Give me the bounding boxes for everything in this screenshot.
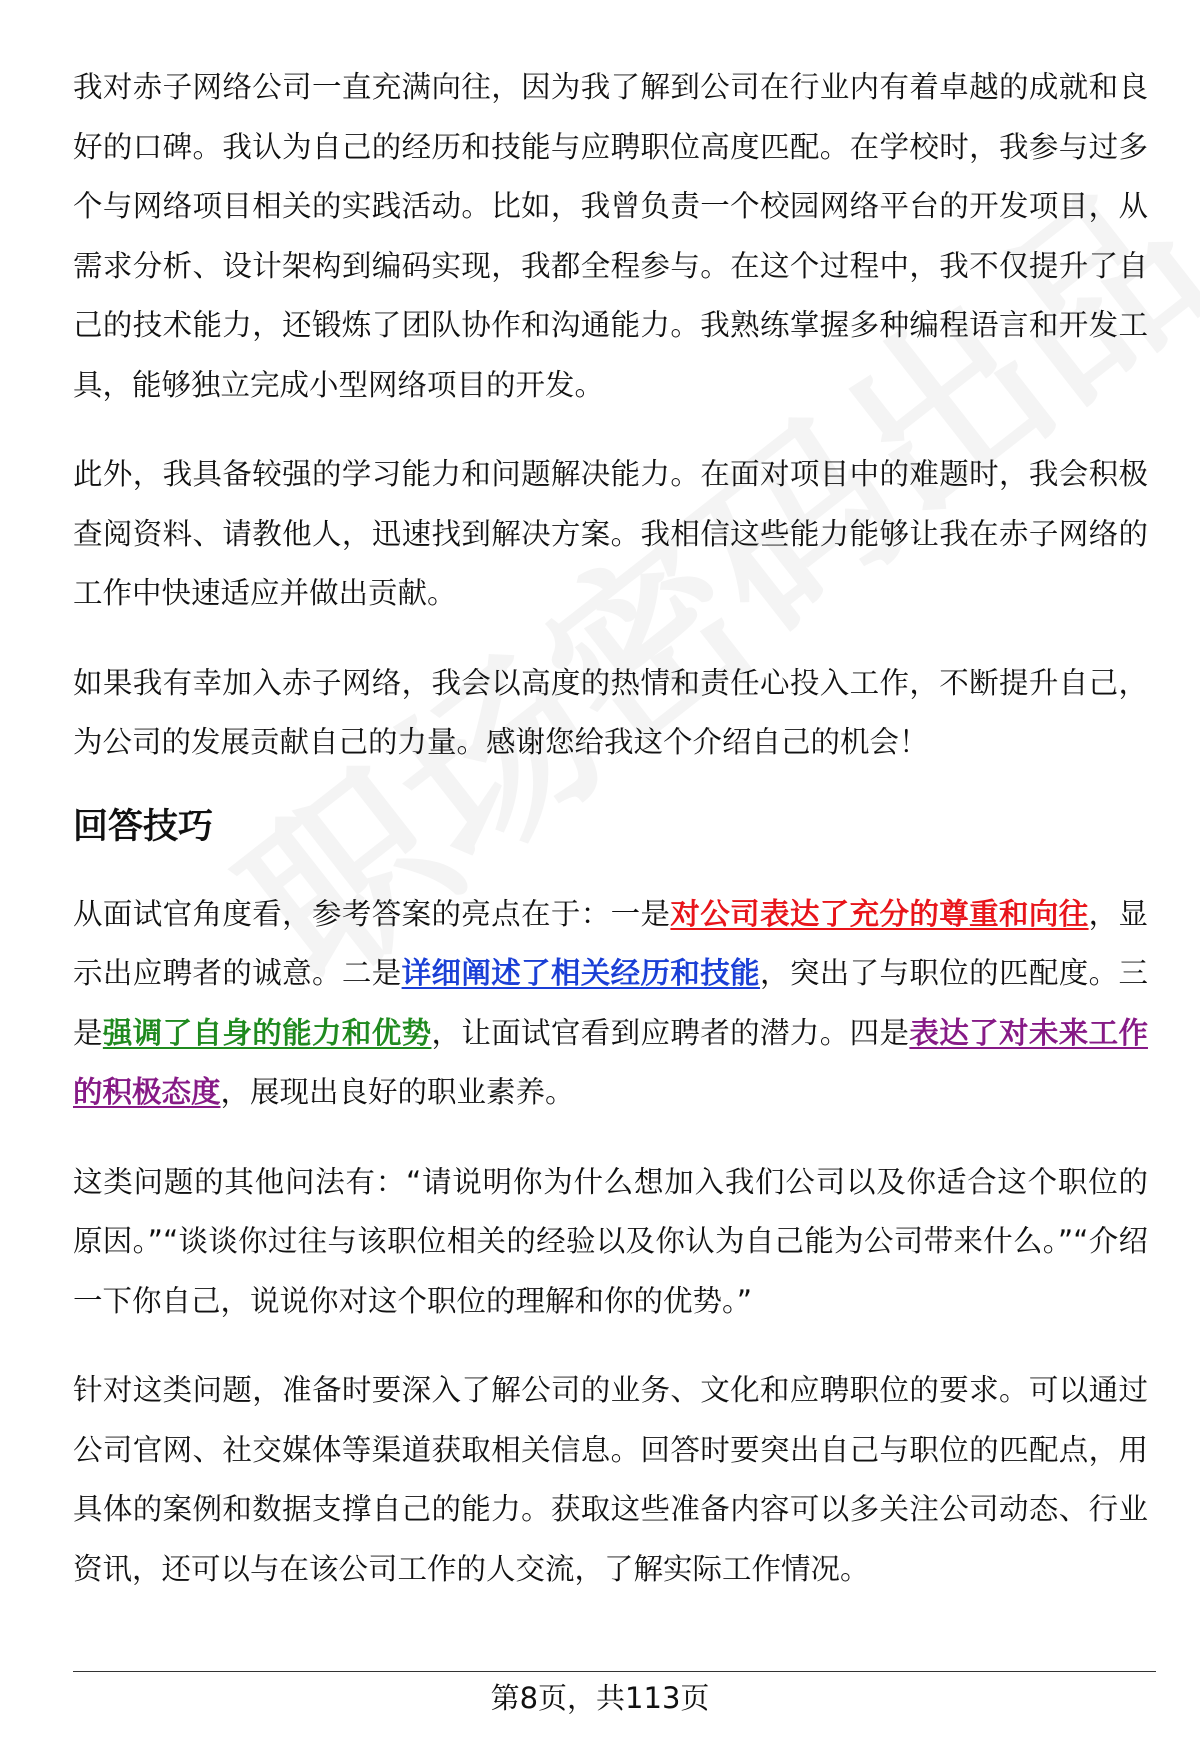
answer-paragraph-2: 此外，我具备较强的学习能力和问题解决能力。在面对项目中的难题时，我会积极查阅资料、请教他人，迅速找到解决方案。我相信这些能力能够让我在赤子网络的工作中快速适应并做出贡献。 — [73, 457, 1148, 610]
tips-text-1: 从面试官角度看，参考答案的亮点在于：一是 — [73, 896, 671, 931]
page-number: 第8页，共113页 — [490, 1681, 710, 1715]
tips-text-3: ，突出了与职位的匹配度。三是 — [73, 956, 1148, 1050]
page-content — [73, 58, 1148, 1629]
answer-paragraph-1: 我对赤子网络公司一直充满向往，因为我了解到公司在行业内有着卓越的成就和良好的口碑。我认为自己的经历和技能与应聘职位高度匹配。在学校时，我参与过多个与网络项目相关的实践活动。比如，我曾负责一个校园网络平台的开发项目，从需求分析、设计架构到编码实现，我都全程参与。在这个过程中，我不仅提升了自己的技术能力，还锻炼了团队协作和沟通能力。我熟练掌握多种编程语言和开发工具，能够独立完成小型网络项目的开发。 — [73, 70, 1148, 402]
tips-text-2: ，显示出应聘者的诚意。二是 — [73, 896, 1148, 990]
highlight-strengths: 强调了自身的能力和优势 — [102, 1015, 432, 1050]
tips-paragraph — [73, 885, 1148, 1123]
tips-text-5: ，展现出良好的职业素养。 — [220, 1075, 575, 1109]
alternative-questions-paragraph: 这类问题的其他问法有：“请说明你为什么想加入我们公司以及你适合这个职位的原因。”“谈谈你过往与该职位相关的经验以及你认为自己能为公司带来什么。”“介绍一下你自己，说说你对这个职位的理解和你的优势。” — [73, 1164, 1148, 1318]
answer-paragraph-3: 如果我有幸加入赤子网络，我会以高度的热情和责任心投入工作，不断提升自己，为公司的发展贡献自己的力量。感谢您给我这个介绍自己的机会！ — [73, 665, 1148, 759]
highlight-respect: 对公司表达了充分的尊重和向往 — [670, 896, 1089, 931]
highlight-attitude: 表达了对未来工作的积极态度 — [73, 1015, 1148, 1109]
tips-text-4: ，让面试官看到应聘者的潜力。四是 — [431, 1015, 910, 1050]
footer-divider — [73, 1671, 1156, 1672]
section-title: 回答技巧 — [73, 806, 214, 847]
preparation-advice-paragraph: 针对这类问题，准备时要深入了解公司的业务、文化和应聘职位的要求。可以通过公司官网、社交媒体等渠道获取相关信息。回答时要突出自己与职位的匹配点，用具体的案例和数据支撑自己的能力。获取这些准备内容可以多关注公司动态、行业资讯，还可以与在该公司工作的人交流，了解实际工作情况。 — [73, 1373, 1148, 1586]
highlight-experience: 详细阐述了相关经历和技能 — [401, 956, 761, 990]
